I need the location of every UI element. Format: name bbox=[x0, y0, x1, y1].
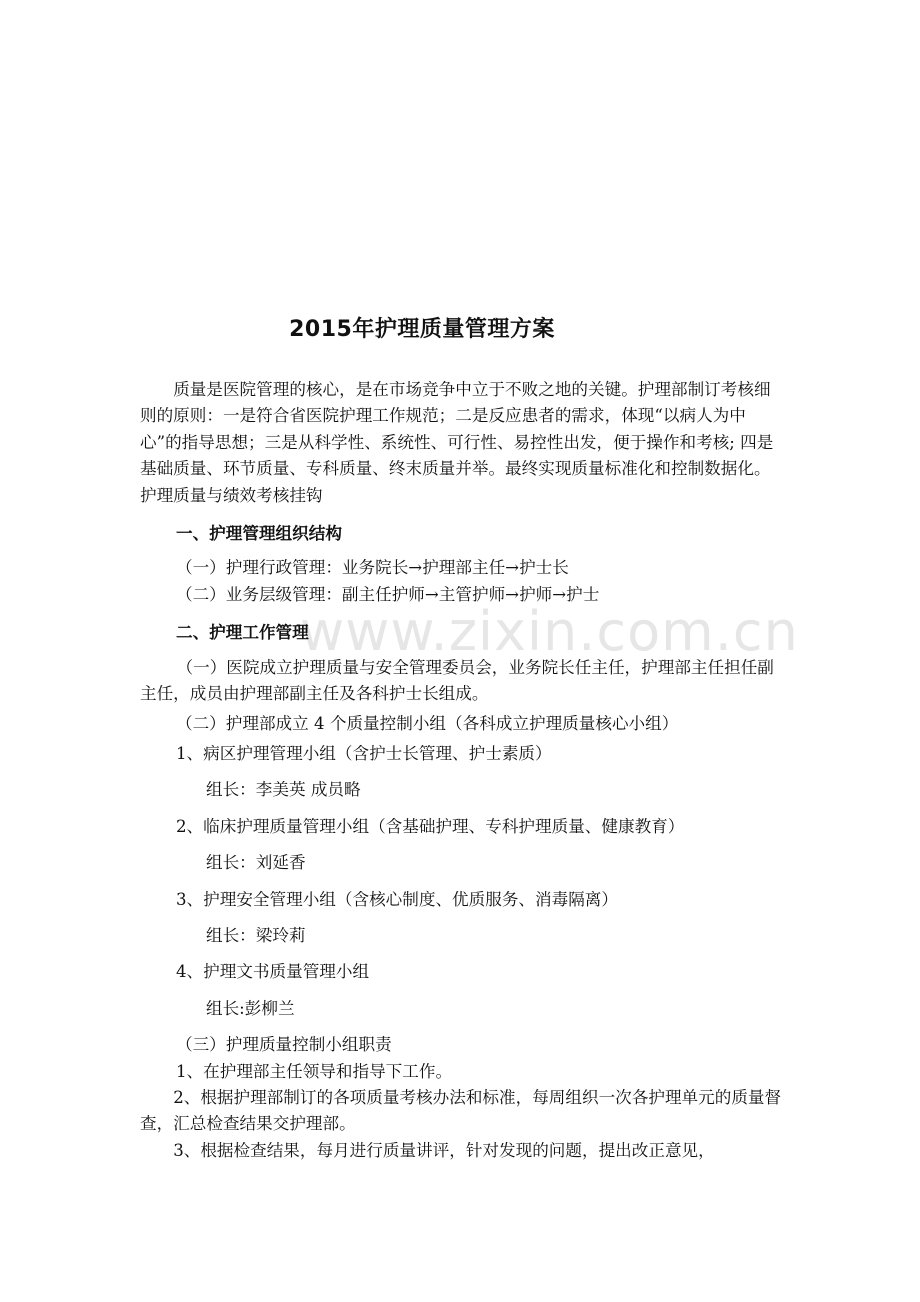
group1-leader: 组长：李美英 成员略 bbox=[206, 780, 361, 800]
intro-paragraph: 质量是医院管理的核心，是在市场竞争中立于不败之地的关键。护理部制订考核细则的原则：一是符合省医院护理工作规范；二是反应患者的需求，体现“以病人为中心”的指导思想；三是从科学性、系统性、可行性、易控性出发，便于操作和考核; 四是基础质量、环节质量、专科质量、终末质量并举。最终实现质量标准化和控制数据化。护理质量与绩效考核挂钩 bbox=[140, 380, 774, 505]
group4-title: 4、护理文书质量管理小组 bbox=[176, 962, 370, 982]
section2-para2: （二）护理部成立 4 个质量控制小组（各科成立护理质量核心小组） bbox=[176, 714, 679, 734]
group2-leader: 组长：刘延香 bbox=[206, 853, 306, 873]
document-title bbox=[0, 312, 920, 343]
group2-title: 2、临床护理质量管理小组（含基础护理、专科护理质量、健康教育） bbox=[176, 816, 685, 836]
duty3: 3、根据检查结果，每月进行质量讲评，针对发现的问题，提出改正意见， bbox=[173, 1140, 715, 1160]
group1-title: 1、病区护理管理小组（含护士长管理、护士素质） bbox=[176, 743, 552, 763]
duty1: 1、在护理部主任领导和指导下工作。 bbox=[176, 1061, 453, 1081]
section2-heading: 二、护理工作管理 bbox=[176, 623, 309, 643]
duty2: 2、根据护理部制订的各项质量考核办法和标准，每周组织一次各护理单元的质量督查，汇总检查结果交护理部。 bbox=[140, 1087, 782, 1134]
section1-line1: （一）护理行政管理：业务院长→护理部主任→护士长 bbox=[176, 558, 569, 578]
section2-para3: （三）护理质量控制小组职责 bbox=[176, 1035, 392, 1055]
document-body bbox=[140, 377, 782, 1164]
watermark-text: www.zixin.com.cn bbox=[300, 600, 799, 663]
group3-leader: 组长：梁玲莉 bbox=[206, 925, 306, 945]
group3-title: 3、护理安全管理小组（含核心制度、优质服务、消毒隔离） bbox=[176, 889, 618, 909]
section1-line2: （二）业务层级管理：副主任护师→主管护师→护师→护士 bbox=[176, 584, 600, 604]
document-title-text: 2015年护理质量管理方案 bbox=[289, 317, 555, 342]
group4-leader: 组长:彭柳兰 bbox=[206, 998, 295, 1018]
section1-heading: 一、护理管理组织结构 bbox=[176, 524, 342, 544]
section2-para1: （一）医院成立护理质量与安全管理委员会，业务院长任主任，护理部主任担任副主任，成员由护理部副主任及各科护士长组成。 bbox=[140, 657, 774, 704]
